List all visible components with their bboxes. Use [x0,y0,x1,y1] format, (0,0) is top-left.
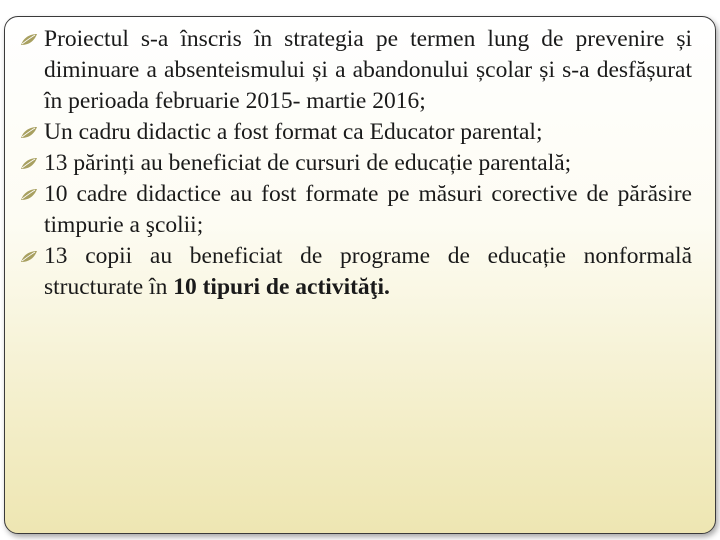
bullet-text: 13 copii au beneficiat de programe de educație nonformală structurate în [44,243,692,300]
bullet-item-2 [18,117,692,148]
leaf-bullet-icon [20,33,38,47]
bullet-text: Un cadru didactic a fost format ca Educator parental; [44,119,543,145]
bullet-item-3 [18,148,692,179]
bullet-text: Proiectul s-a înscris în strategia pe termen lung de prevenire și diminuare a absenteismului și a abandonului școlar și s-a desfășurat în perioada februarie 2015- martie 2016; [44,26,692,114]
bullet-item-4 [18,179,692,241]
bullet-text: 10 cadre didactice au fost formate pe măsuri corective de părăsire timpurie a şcolii; [44,181,692,238]
bullet-item-1 [18,24,692,117]
leaf-bullet-icon [20,250,38,264]
leaf-bullet-icon [20,126,38,140]
leaf-bullet-icon [20,157,38,171]
bullet-text: 13 părinți au beneficiat de cursuri de educație parentală; [44,150,572,176]
leaf-bullet-icon [20,188,38,202]
bullet-list [18,24,692,303]
bullet-item-5 [18,241,692,303]
bullet-text-bold: 10 tipuri de activităţi. [173,274,390,300]
